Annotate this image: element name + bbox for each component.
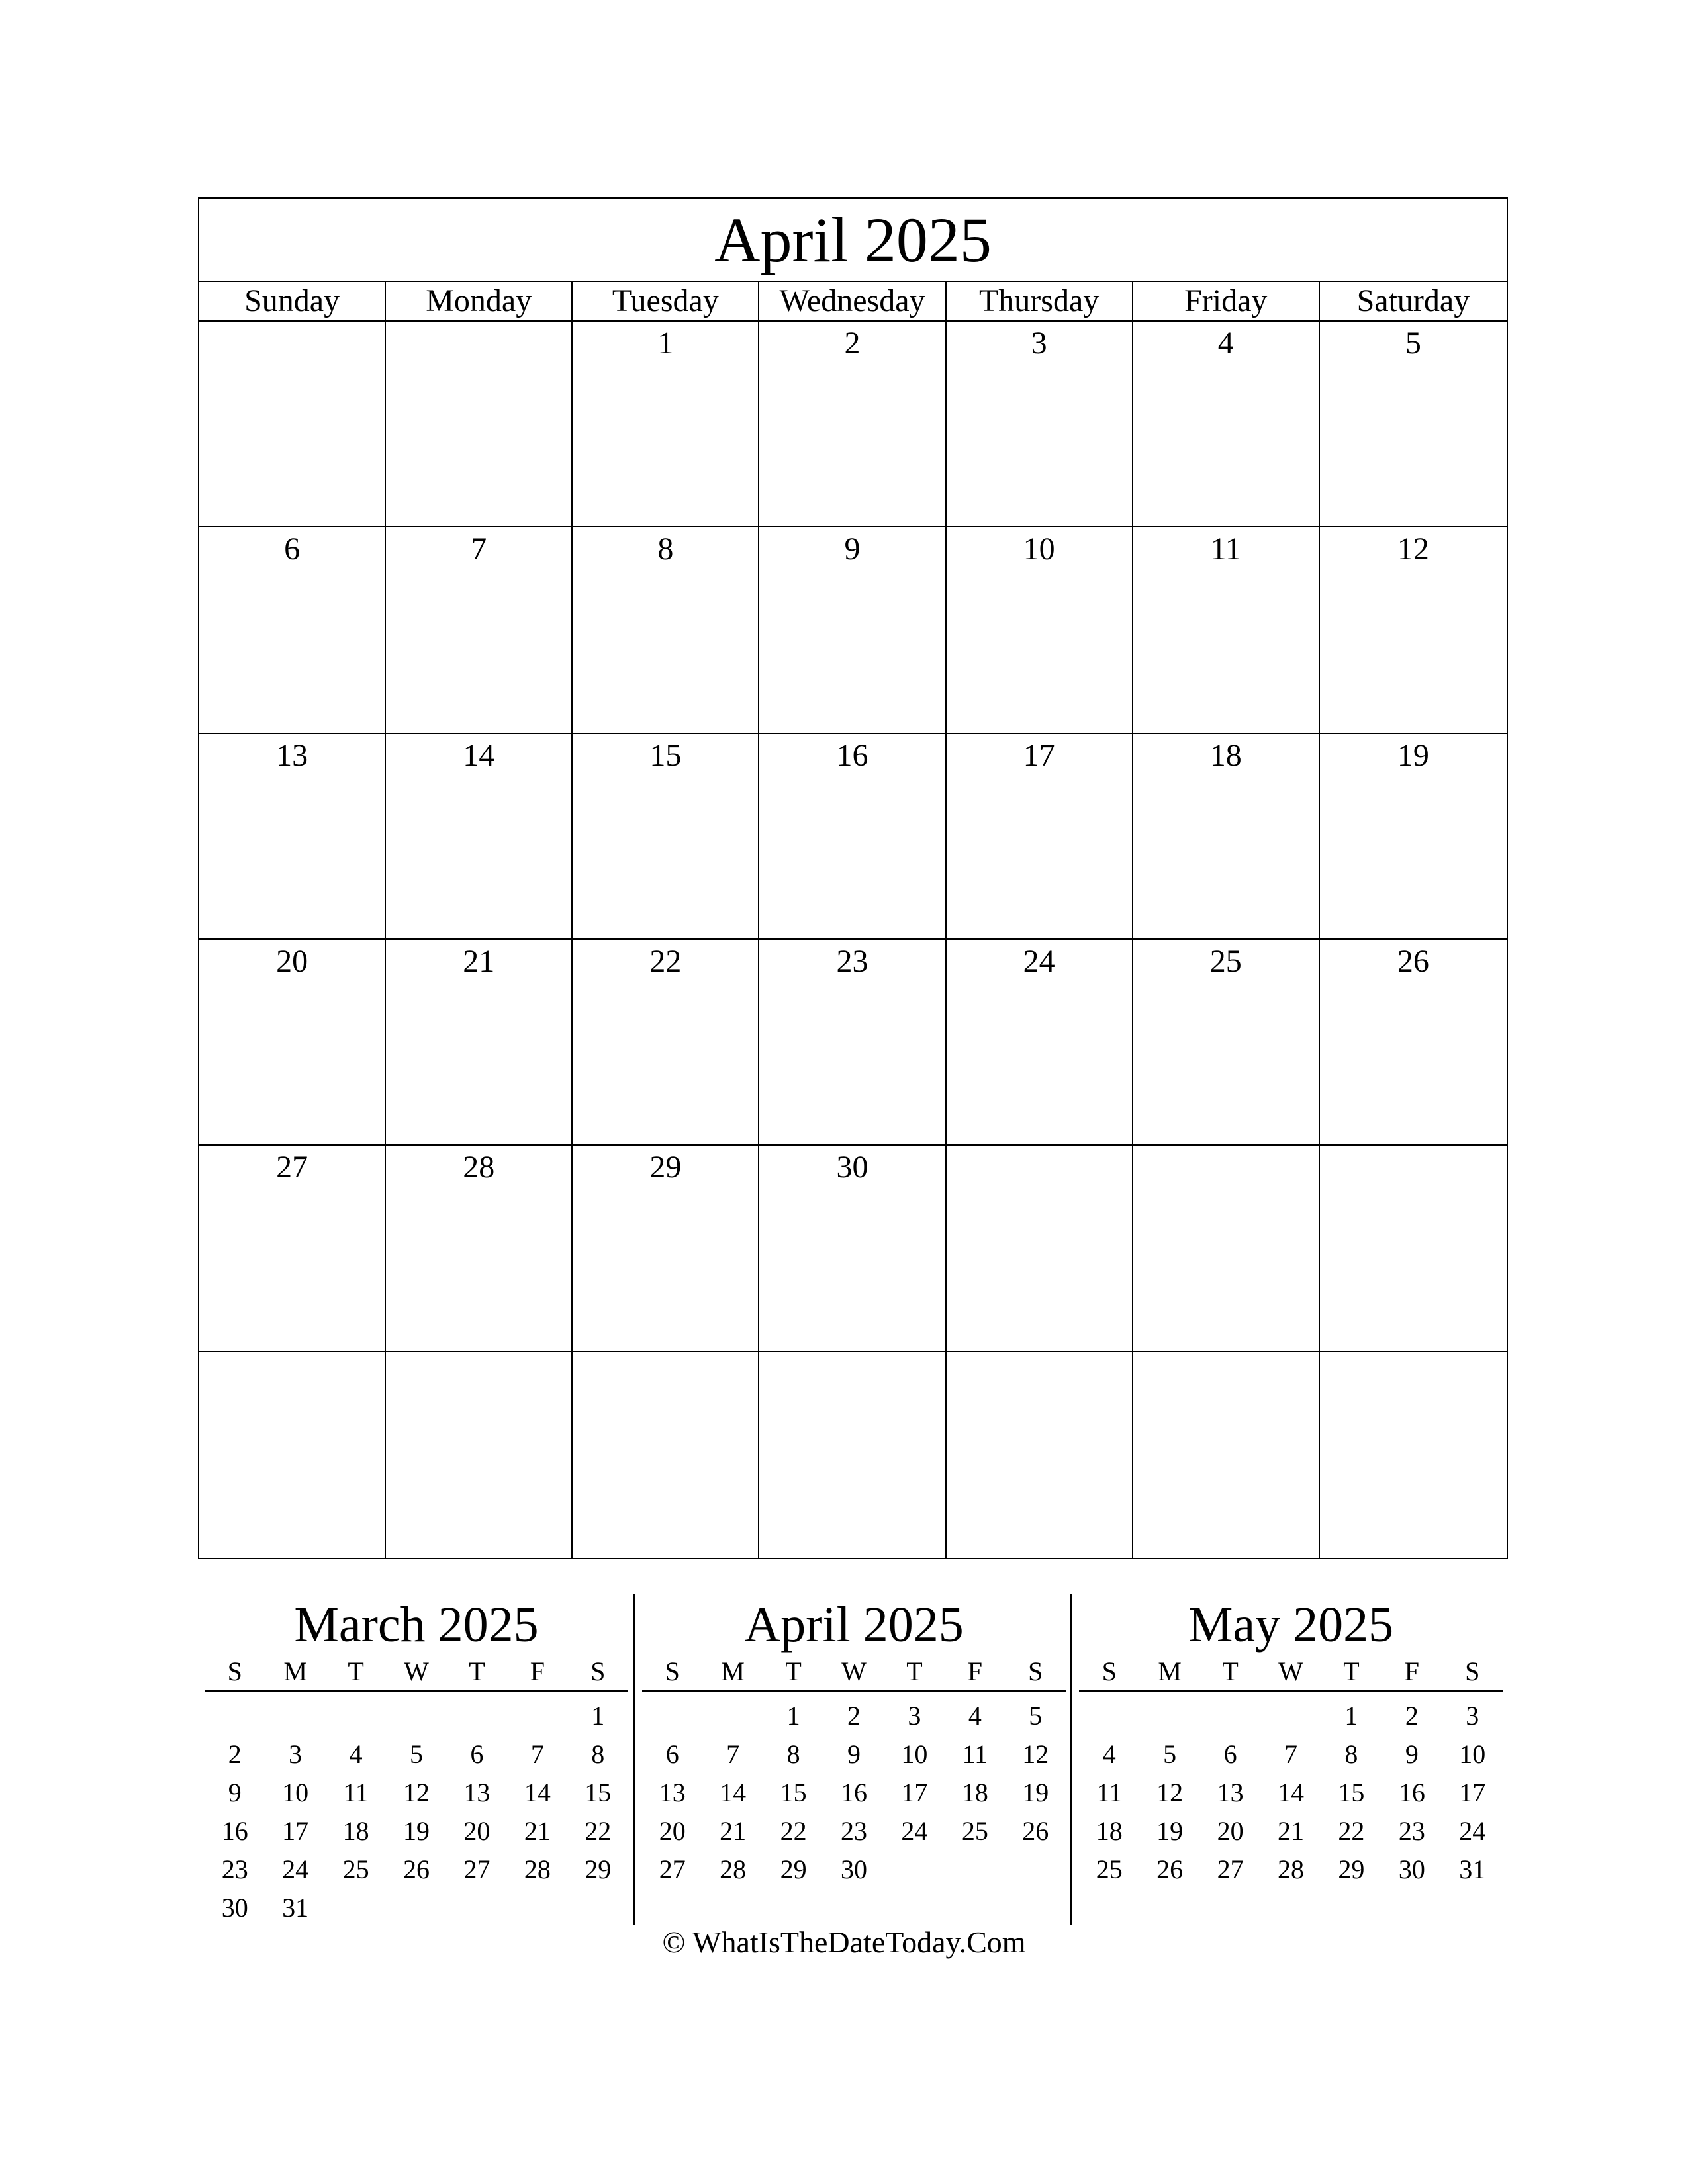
day-cell: 24 bbox=[947, 940, 1133, 1146]
mini-day-cell: 3 bbox=[289, 1739, 303, 1769]
mini-day-cell: 2 bbox=[1405, 1701, 1419, 1731]
mini-weekday-label: T bbox=[1222, 1657, 1239, 1686]
mini-weekday-label: F bbox=[1404, 1657, 1419, 1686]
mini-weekday-label: W bbox=[404, 1657, 429, 1686]
weekday-wednesday: Wednesday bbox=[759, 282, 946, 320]
mini-day-cell: 26 bbox=[1156, 1854, 1184, 1884]
mini-weekday-label: T bbox=[348, 1657, 364, 1686]
divider bbox=[633, 1594, 635, 1925]
day-cell bbox=[947, 1146, 1133, 1351]
mini-weekday-label: M bbox=[721, 1657, 745, 1686]
mini-day-cell: 1 bbox=[591, 1701, 605, 1731]
divider bbox=[1070, 1594, 1072, 1925]
mini-day-cell bbox=[447, 1697, 507, 1735]
day-cell: 12 bbox=[1320, 527, 1507, 733]
day-cell bbox=[1320, 1146, 1507, 1351]
mini-day-cell: 9 bbox=[228, 1778, 242, 1807]
mini-day-cell: 13 bbox=[659, 1778, 686, 1807]
mini-weekday-label: T bbox=[469, 1657, 485, 1686]
mini-day-cell: 11 bbox=[962, 1739, 988, 1769]
mini-day-cell: 12 bbox=[1156, 1778, 1184, 1807]
mini-weekday-label: S bbox=[1102, 1657, 1117, 1686]
day-cell: 6 bbox=[199, 527, 386, 733]
mini-day-cell: 4 bbox=[1102, 1739, 1116, 1769]
main-calendar bbox=[198, 197, 1508, 1559]
mini-day-cell: 10 bbox=[901, 1739, 928, 1769]
mini-day-cell bbox=[1139, 1697, 1199, 1735]
mini-day-cell: 29 bbox=[585, 1854, 612, 1884]
mini-day-cell bbox=[945, 1850, 1005, 1889]
day-cell: 14 bbox=[386, 734, 573, 940]
weekday-sunday: Sunday bbox=[199, 282, 386, 320]
day-cell: 8 bbox=[573, 527, 759, 733]
mini-day-cell: 22 bbox=[585, 1816, 612, 1846]
mini-weekday-row bbox=[642, 1655, 1066, 1692]
mini-day-cell: 31 bbox=[1459, 1854, 1486, 1884]
mini-day-cell: 10 bbox=[282, 1778, 309, 1807]
day-cell: 30 bbox=[759, 1146, 946, 1351]
day-cell bbox=[386, 322, 573, 527]
mini-day-cell: 9 bbox=[847, 1739, 861, 1769]
mini-day-cell: 1 bbox=[1344, 1701, 1358, 1731]
mini-weekday-label: S bbox=[590, 1657, 606, 1686]
calendar-title: April 2025 bbox=[199, 199, 1507, 282]
mini-weekday-label: T bbox=[1343, 1657, 1360, 1686]
day-cell: 1 bbox=[573, 322, 759, 527]
mini-day-cell: 13 bbox=[1217, 1778, 1244, 1807]
mini-weekday-row bbox=[205, 1655, 628, 1692]
day-cell: 20 bbox=[199, 940, 386, 1146]
mini-day-cell: 30 bbox=[1398, 1854, 1425, 1884]
day-cell: 29 bbox=[573, 1146, 759, 1351]
mini-day-cell: 18 bbox=[342, 1816, 369, 1846]
mini-day-cell: 25 bbox=[1096, 1854, 1123, 1884]
mini-weekday-label: S bbox=[665, 1657, 680, 1686]
day-cell: 15 bbox=[573, 734, 759, 940]
mini-day-cell: 18 bbox=[961, 1778, 988, 1807]
day-grid bbox=[199, 322, 1507, 1558]
day-cell bbox=[1320, 1352, 1507, 1558]
day-cell: 25 bbox=[1133, 940, 1320, 1146]
mini-day-cell bbox=[568, 1889, 628, 1927]
mini-day-cell: 2 bbox=[228, 1739, 242, 1769]
mini-day-cell: 26 bbox=[1022, 1816, 1049, 1846]
mini-day-cell: 23 bbox=[1398, 1816, 1425, 1846]
day-cell: 16 bbox=[759, 734, 946, 940]
day-cell: 22 bbox=[573, 940, 759, 1146]
mini-day-cell: 17 bbox=[1459, 1778, 1486, 1807]
mini-calendar-title: March 2025 bbox=[294, 1597, 539, 1653]
day-cell: 28 bbox=[386, 1146, 573, 1351]
mini-day-cell: 23 bbox=[840, 1816, 867, 1846]
mini-day-cell: 21 bbox=[720, 1816, 747, 1846]
mini-day-cell: 7 bbox=[726, 1739, 740, 1769]
mini-day-cell: 24 bbox=[901, 1816, 928, 1846]
mini-day-cell: 8 bbox=[591, 1739, 605, 1769]
mini-day-cell bbox=[1200, 1697, 1260, 1735]
mini-day-cell: 17 bbox=[901, 1778, 928, 1807]
mini-day-cell: 28 bbox=[720, 1854, 747, 1884]
mini-weekday-label: F bbox=[967, 1657, 982, 1686]
mini-day-cell bbox=[265, 1697, 325, 1735]
day-cell: 7 bbox=[386, 527, 573, 733]
weekday-friday: Friday bbox=[1133, 282, 1320, 320]
weekday-tuesday: Tuesday bbox=[573, 282, 759, 320]
mini-day-cell: 25 bbox=[342, 1854, 369, 1884]
mini-day-cell bbox=[326, 1889, 386, 1927]
mini-day-cell: 22 bbox=[780, 1816, 807, 1846]
mini-weekday-label: M bbox=[283, 1657, 307, 1686]
mini-day-cell: 27 bbox=[1217, 1854, 1244, 1884]
mini-weekday-label: W bbox=[841, 1657, 867, 1686]
mini-weekday-label: S bbox=[1028, 1657, 1043, 1686]
mini-day-cell: 12 bbox=[402, 1778, 430, 1807]
mini-weekday-label: S bbox=[1465, 1657, 1480, 1686]
mini-day-cell: 31 bbox=[282, 1893, 309, 1923]
mini-day-cell bbox=[1006, 1850, 1066, 1889]
mini-day-cell bbox=[386, 1697, 446, 1735]
day-cell: 3 bbox=[947, 322, 1133, 527]
mini-day-cell: 17 bbox=[282, 1816, 309, 1846]
mini-day-cell: 14 bbox=[720, 1778, 747, 1807]
mini-day-cell: 2 bbox=[847, 1701, 861, 1731]
day-cell: 27 bbox=[199, 1146, 386, 1351]
day-cell bbox=[199, 1352, 386, 1558]
mini-weekday-label: S bbox=[227, 1657, 242, 1686]
mini-day-cell: 28 bbox=[1277, 1854, 1304, 1884]
mini-day-grid bbox=[205, 1692, 628, 1927]
mini-day-cell: 5 bbox=[409, 1739, 423, 1769]
day-cell: 21 bbox=[386, 940, 573, 1146]
mini-day-cell bbox=[507, 1697, 567, 1735]
mini-day-cell: 14 bbox=[1277, 1778, 1304, 1807]
day-cell bbox=[573, 1352, 759, 1558]
mini-day-cell: 10 bbox=[1459, 1739, 1486, 1769]
day-cell bbox=[947, 1352, 1133, 1558]
weekday-saturday: Saturday bbox=[1356, 283, 1470, 318]
mini-day-cell bbox=[205, 1697, 265, 1735]
mini-day-cell: 11 bbox=[1096, 1778, 1122, 1807]
mini-day-cell: 14 bbox=[524, 1778, 551, 1807]
mini-day-cell bbox=[447, 1889, 507, 1927]
mini-weekday-label: F bbox=[530, 1657, 545, 1686]
mini-day-cell: 24 bbox=[1459, 1816, 1486, 1846]
mini-day-cell: 21 bbox=[524, 1816, 551, 1846]
day-cell: 13 bbox=[199, 734, 386, 940]
mini-day-cell: 19 bbox=[1022, 1778, 1049, 1807]
day-cell: 11 bbox=[1133, 527, 1320, 733]
day-cell: 9 bbox=[759, 527, 946, 733]
mini-day-cell: 15 bbox=[1338, 1778, 1365, 1807]
mini-day-cell: 20 bbox=[463, 1816, 491, 1846]
mini-day-cell bbox=[386, 1889, 446, 1927]
mini-day-cell: 15 bbox=[780, 1778, 807, 1807]
day-cell: 18 bbox=[1133, 734, 1320, 940]
mini-day-cell: 4 bbox=[968, 1701, 982, 1731]
day-cell: 2 bbox=[759, 322, 946, 527]
day-cell: 26 bbox=[1320, 940, 1507, 1146]
weekday-thursday: Thursday bbox=[947, 282, 1133, 320]
mini-day-cell: 30 bbox=[840, 1854, 867, 1884]
mini-calendar-march bbox=[205, 1595, 628, 1927]
day-cell bbox=[1133, 1146, 1320, 1351]
mini-day-cell: 5 bbox=[1163, 1739, 1177, 1769]
mini-weekday-row bbox=[1079, 1655, 1503, 1692]
mini-weekday-label: M bbox=[1158, 1657, 1182, 1686]
mini-calendar-title: May 2025 bbox=[1188, 1597, 1394, 1653]
mini-day-cell: 22 bbox=[1338, 1816, 1365, 1846]
mini-day-cell: 15 bbox=[585, 1778, 612, 1807]
mini-day-cell: 12 bbox=[1022, 1739, 1049, 1769]
mini-day-cell: 7 bbox=[1284, 1739, 1297, 1769]
mini-weekday-label: T bbox=[906, 1657, 923, 1686]
mini-day-cell: 18 bbox=[1096, 1816, 1123, 1846]
mini-day-cell bbox=[642, 1697, 702, 1735]
mini-day-cell: 20 bbox=[659, 1816, 686, 1846]
mini-day-cell: 16 bbox=[840, 1778, 867, 1807]
mini-day-cell bbox=[1260, 1697, 1321, 1735]
mini-day-cell: 1 bbox=[786, 1701, 800, 1731]
mini-calendar-may bbox=[1079, 1595, 1503, 1889]
mini-day-cell: 25 bbox=[961, 1816, 988, 1846]
day-cell: 10 bbox=[947, 527, 1133, 733]
mini-day-cell: 20 bbox=[1217, 1816, 1244, 1846]
mini-day-cell: 5 bbox=[1029, 1701, 1043, 1731]
mini-day-cell: 3 bbox=[1466, 1701, 1479, 1731]
copyright-footer: © WhatIsTheDateToday.Com bbox=[662, 1925, 1026, 1959]
mini-day-cell bbox=[884, 1850, 945, 1889]
day-cell bbox=[1133, 1352, 1320, 1558]
mini-day-cell: 19 bbox=[402, 1816, 430, 1846]
mini-day-cell: 23 bbox=[221, 1854, 248, 1884]
mini-day-cell: 21 bbox=[1277, 1816, 1304, 1846]
mini-day-cell bbox=[326, 1697, 386, 1735]
weekday-header-row bbox=[199, 282, 1507, 322]
mini-day-cell: 28 bbox=[524, 1854, 551, 1884]
day-cell bbox=[386, 1352, 573, 1558]
day-cell: 5 bbox=[1320, 322, 1507, 527]
mini-calendar-title: April 2025 bbox=[744, 1597, 964, 1653]
mini-day-cell: 16 bbox=[221, 1816, 248, 1846]
mini-day-cell: 6 bbox=[1223, 1739, 1237, 1769]
mini-day-cell: 13 bbox=[463, 1778, 491, 1807]
mini-day-cell: 11 bbox=[343, 1778, 369, 1807]
mini-day-grid bbox=[642, 1692, 1066, 1889]
day-cell: 4 bbox=[1133, 322, 1320, 527]
mini-day-cell: 19 bbox=[1156, 1816, 1184, 1846]
mini-day-cell bbox=[702, 1697, 763, 1735]
mini-day-cell: 24 bbox=[282, 1854, 309, 1884]
day-cell: 23 bbox=[759, 940, 946, 1146]
day-cell bbox=[199, 322, 386, 527]
mini-day-cell: 8 bbox=[1344, 1739, 1358, 1769]
mini-day-cell: 16 bbox=[1398, 1778, 1425, 1807]
mini-day-cell: 9 bbox=[1405, 1739, 1419, 1769]
mini-day-cell: 7 bbox=[530, 1739, 544, 1769]
mini-calendar-april bbox=[642, 1595, 1066, 1889]
day-cell bbox=[759, 1352, 946, 1558]
mini-day-cell: 6 bbox=[665, 1739, 679, 1769]
mini-day-cell: 27 bbox=[463, 1854, 491, 1884]
mini-day-cell bbox=[1079, 1697, 1139, 1735]
mini-day-grid bbox=[1079, 1692, 1503, 1889]
mini-day-cell: 6 bbox=[470, 1739, 484, 1769]
mini-day-cell: 27 bbox=[659, 1854, 686, 1884]
mini-day-cell bbox=[507, 1889, 567, 1927]
mini-day-cell: 4 bbox=[349, 1739, 363, 1769]
mini-weekday-label: T bbox=[785, 1657, 802, 1686]
day-cell: 19 bbox=[1320, 734, 1507, 940]
mini-day-cell: 8 bbox=[786, 1739, 800, 1769]
mini-day-cell: 26 bbox=[402, 1854, 430, 1884]
mini-day-cell: 29 bbox=[780, 1854, 807, 1884]
mini-weekday-label: W bbox=[1278, 1657, 1303, 1686]
mini-day-cell: 30 bbox=[221, 1893, 248, 1923]
day-cell: 17 bbox=[947, 734, 1133, 940]
mini-day-cell: 29 bbox=[1338, 1854, 1365, 1884]
weekday-monday: Monday bbox=[386, 282, 573, 320]
mini-day-cell: 3 bbox=[908, 1701, 921, 1731]
